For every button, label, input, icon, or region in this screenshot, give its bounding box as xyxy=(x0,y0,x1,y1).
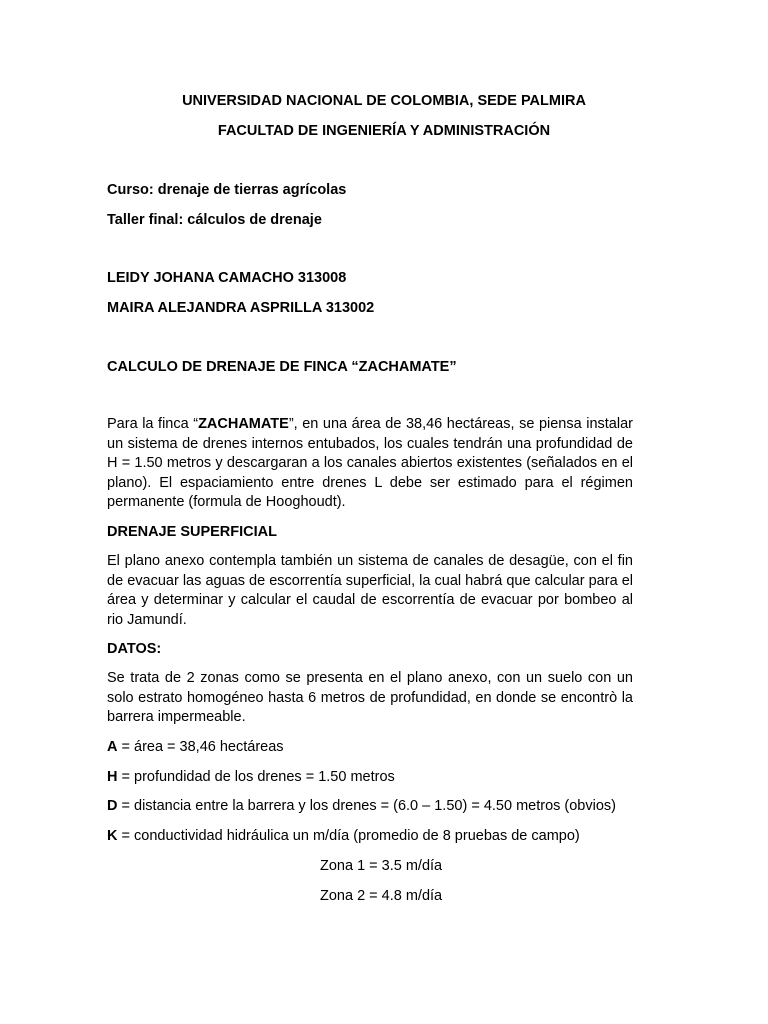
superficial-heading: DRENAJE SUPERFICIAL xyxy=(107,524,277,540)
document-title: CALCULO DE DRENAJE DE FINCA “ZACHAMATE” xyxy=(107,359,457,375)
course-name: Curso: drenaje de tierras agrícolas xyxy=(107,182,347,198)
zona-1: Zona 1 = 3.5 m/día xyxy=(320,858,443,874)
variable-text: = distancia entre la barrera y los drenes = (6.0 – 1.50) = 4.50 metros (obvios) xyxy=(117,798,616,814)
variable-text: = área = 38,46 hectáreas xyxy=(117,739,284,755)
author-2: MAIRA ALEJANDRA ASPRILLA 313002 xyxy=(107,300,375,316)
variable-a xyxy=(107,738,633,756)
variable-text: = profundidad de los drenes = 1.50 metros xyxy=(117,769,395,785)
intro-text-after: ”, en una área de 38,46 hectáreas, se piensa instalar un sistema de drenes internos entubados, los cuales tendrán una profundidad de H = 1.50 metros y descargaran a los canales abiertos existentes (señalados en el plano). El espaciamiento entre drenes L debe ser estimado para el régimen permanente (formula de Hooghoudt). xyxy=(107,416,633,511)
faculty-title: FACULTAD DE INGENIERÍA Y ADMINISTRACIÓN xyxy=(217,123,551,139)
variable-symbol: D xyxy=(107,798,118,814)
datos-heading: DATOS: xyxy=(107,641,162,657)
author-1: LEIDY JOHANA CAMACHO 313008 xyxy=(107,270,347,286)
intro-paragraph xyxy=(107,415,633,513)
variable-symbol: K xyxy=(107,828,118,844)
variable-symbol: H xyxy=(107,769,118,785)
workshop-name: Taller final: cálculos de drenaje xyxy=(107,212,322,228)
intro-text-before: Para la finca “ xyxy=(107,416,199,432)
variable-text: = conductividad hidráulica un m/día (promedio de 8 pruebas de campo) xyxy=(117,828,580,844)
variable-h xyxy=(107,768,633,786)
variable-d xyxy=(107,797,633,815)
superficial-paragraph: El plano anexo contempla también un sistema de canales de desagüe, con el fin de evacuar las aguas de escorrentía superficial, la cual habrá que calcular para el área y determinar y calcular el caudal de escorrentía de evacuar por bombeo al rio Jamundí. xyxy=(107,553,633,628)
zona-2: Zona 2 = 4.8 m/día xyxy=(320,888,443,904)
variable-symbol: A xyxy=(107,739,118,755)
farm-name: ZACHAMATE xyxy=(198,416,289,432)
university-title: UNIVERSIDAD NACIONAL DE COLOMBIA, SEDE PALMIRA xyxy=(182,93,586,109)
datos-paragraph: Se trata de 2 zonas como se presenta en el plano anexo, con un suelo con un solo estrato homogéneo hasta 6 metros de profundidad, en donde se encontrò la barrera impermeable. xyxy=(107,670,633,726)
variable-k xyxy=(107,827,633,845)
